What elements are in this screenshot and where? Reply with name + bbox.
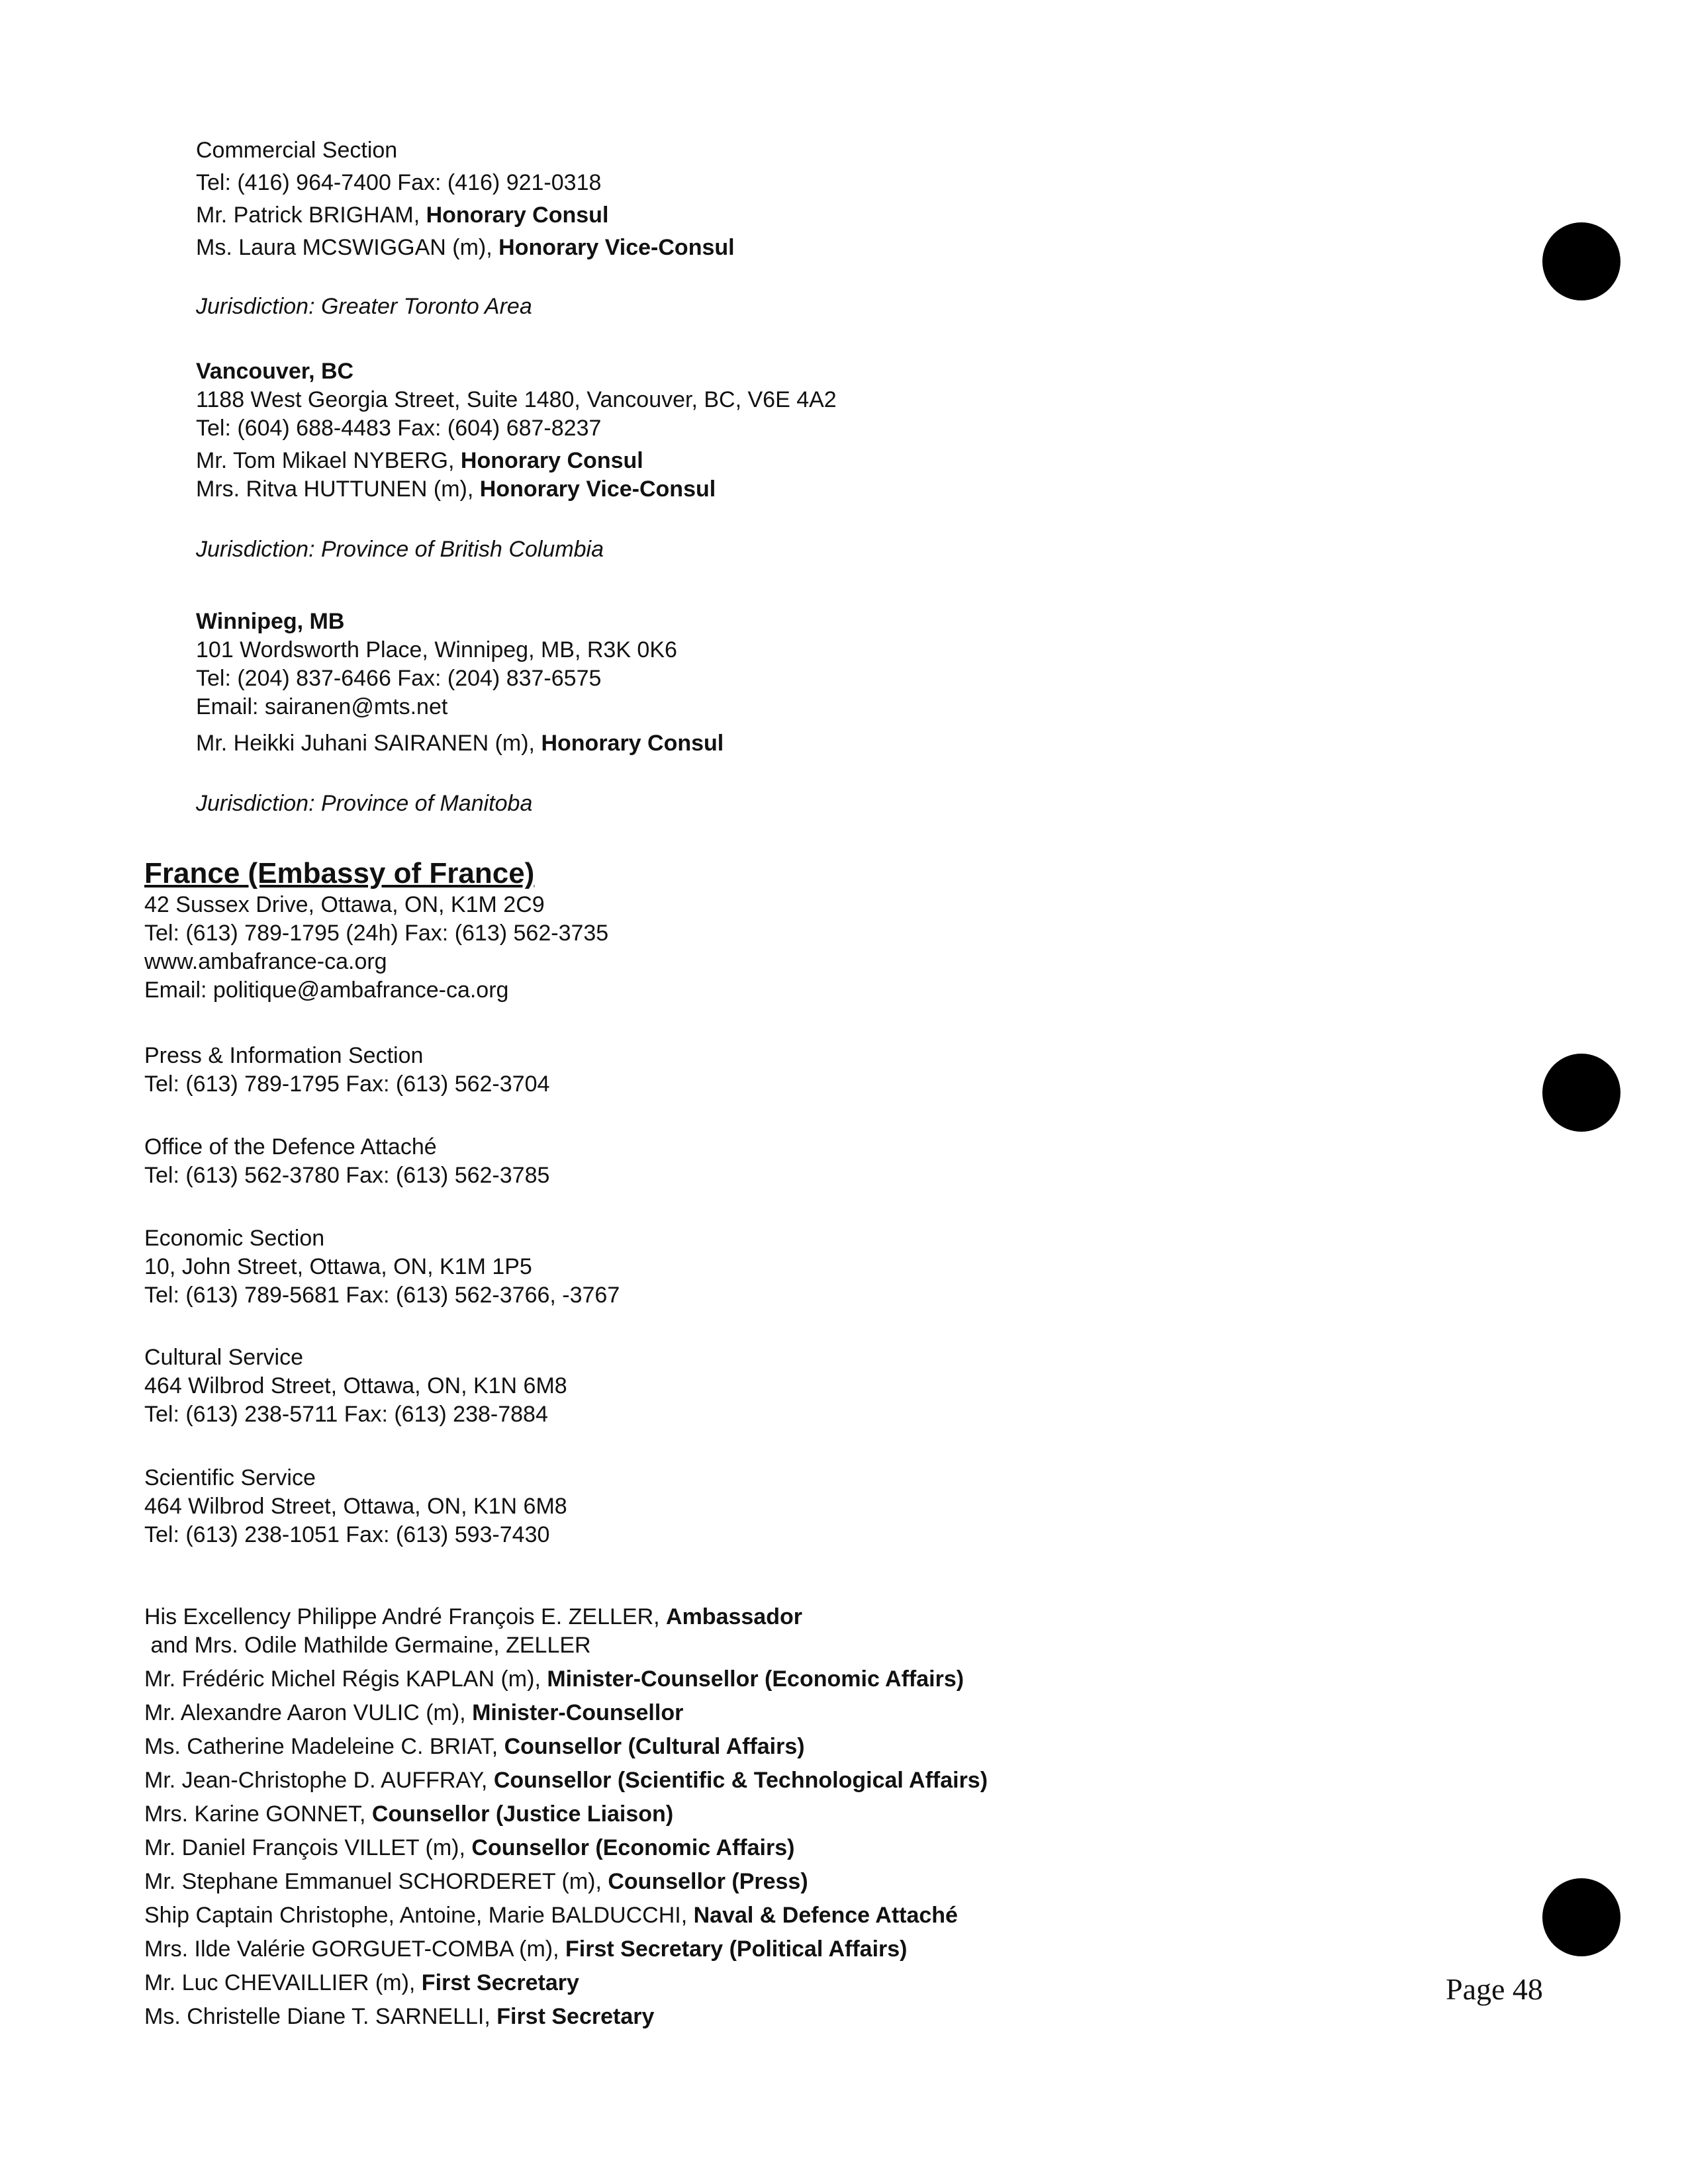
staff-row (144, 1766, 988, 1795)
address: 42 Sussex Drive, Ottawa, ON, K1M 2C9 (144, 892, 545, 917)
person-name: Mrs. Karine GONNET, (144, 1801, 372, 1827)
person-name: Mr. Frédéric Michel Régis KAPLAN (m), (144, 1666, 547, 1692)
person-title: Counsellor (Justice Liaison) (371, 1801, 674, 1827)
person-title: Minister-Counsellor (Economic Affairs) (547, 1666, 964, 1692)
staff-row (144, 1901, 988, 1930)
section-detail: Tel: (613) 789-1795 Fax: (613) 562-3704 (144, 1071, 550, 1097)
person-title: First Secretary (496, 2004, 655, 2029)
city-heading: Vancouver, BC (196, 359, 354, 384)
person-name: Mr. Daniel François VILLET (m), (144, 1835, 472, 1860)
email: Email: politique@ambafrance-ca.org (144, 978, 509, 1003)
binder-hole-bottom (1542, 1878, 1620, 1956)
binder-hole-middle (1542, 1054, 1620, 1132)
section-cultural (144, 1343, 567, 1429)
person-title: Honorary Vice-Consul (498, 235, 735, 260)
person-name: Mr. Tom Mikael NYBERG, (196, 448, 461, 473)
website: www.ambafrance-ca.org (144, 949, 387, 974)
staff-row (144, 1699, 988, 1727)
person-line (196, 234, 735, 262)
section-detail: 10, John Street, Ottawa, ON, K1M 1P5 (144, 1254, 532, 1279)
staff-row (144, 1935, 988, 1964)
person-name: Mr. Stephane Emmanuel SCHORDERET (m), (144, 1869, 608, 1894)
vancouver-block (196, 357, 837, 564)
person-title: Honorary Consul (541, 731, 724, 756)
winnipeg-block (196, 608, 724, 818)
country-heading: France (Embassy of France) (144, 857, 535, 889)
section-detail: Tel: (613) 238-1051 Fax: (613) 593-7430 (144, 1522, 550, 1547)
person-title: Minister-Counsellor (472, 1700, 684, 1725)
staff-row (144, 1665, 988, 1694)
address: 1188 West Georgia Street, Suite 1480, Vancouver, BC, V6E 4A2 (196, 387, 837, 412)
ambassador-line (144, 1603, 988, 1631)
binder-hole-top (1542, 222, 1620, 300)
section-detail: Tel: (613) 238-5711 Fax: (613) 238-7884 (144, 1402, 548, 1427)
tel-fax: Tel: (613) 789-1795 (24h) Fax: (613) 562-3735 (144, 921, 609, 946)
staff-row (144, 1800, 988, 1829)
person-name: Ms. Laura MCSWIGGAN (m), (196, 235, 499, 260)
person-title: Naval & Defence Attaché (693, 1903, 958, 1928)
person-name: Mr. Heikki Juhani SAIRANEN (m), (196, 731, 541, 756)
section-name: Scientific Service (144, 1465, 316, 1490)
tel-fax: Tel: (604) 688-4483 Fax: (604) 687-8237 (196, 416, 602, 441)
person-title: Counsellor (Cultural Affairs) (504, 1734, 805, 1759)
person-title: Honorary Consul (426, 203, 609, 228)
france-embassy-block (144, 856, 608, 1005)
staff-row (144, 1834, 988, 1862)
section-detail: Tel: (613) 789-5681 Fax: (613) 562-3766, -3767 (144, 1283, 620, 1308)
person-name: Ms. Christelle Diane T. SARNELLI, (144, 2004, 497, 2029)
toronto-commercial-block (196, 136, 735, 321)
staff-row (144, 1868, 988, 1896)
person-line (196, 475, 837, 504)
section-press (144, 1042, 549, 1099)
person-title: Counsellor (Scientific & Technological Affairs) (493, 1768, 988, 1793)
person-title: Counsellor (Press) (608, 1869, 808, 1894)
person-title: Ambassador (666, 1604, 802, 1629)
person-title: Honorary Vice-Consul (479, 477, 716, 502)
jurisdiction: Jurisdiction: Province of Manitoba (196, 791, 533, 816)
section-detail: 464 Wilbrod Street, Ottawa, ON, K1N 6M8 (144, 1494, 567, 1519)
section-detail: Tel: (613) 562-3780 Fax: (613) 562-3785 (144, 1163, 550, 1188)
person-title: Counsellor (Economic Affairs) (471, 1835, 795, 1860)
staff-row (144, 2003, 988, 2031)
section-name: Press & Information Section (144, 1043, 424, 1068)
person-line (196, 729, 724, 758)
france-personnel (144, 1603, 988, 2036)
person-name: Mr. Patrick BRIGHAM, (196, 203, 426, 228)
person-name: Mr. Luc CHEVAILLIER (m), (144, 1970, 422, 1995)
address: 101 Wordsworth Place, Winnipeg, MB, R3K 0K6 (196, 637, 677, 662)
jurisdiction: Jurisdiction: Province of British Columbia (196, 537, 604, 562)
person-title: First Secretary (421, 1970, 579, 1995)
person-name: Ship Captain Christophe, Antoine, Marie BALDUCCHI, (144, 1903, 694, 1928)
person-name: His Excellency Philippe André François E. ZELLER, (144, 1604, 667, 1629)
section-name: Economic Section (144, 1226, 325, 1251)
tel-fax: Tel: (416) 964-7400 Fax: (416) 921-0318 (196, 170, 602, 195)
section-detail: 464 Wilbrod Street, Ottawa, ON, K1N 6M8 (144, 1373, 567, 1398)
section-economic (144, 1224, 620, 1310)
section-defence-attache (144, 1133, 549, 1190)
email: Email: sairanen@mts.net (196, 694, 448, 719)
jurisdiction: Jurisdiction: Greater Toronto Area (196, 294, 532, 319)
tel-fax: Tel: (204) 837-6466 Fax: (204) 837-6575 (196, 666, 602, 691)
staff-row (144, 1733, 988, 1761)
city-heading: Winnipeg, MB (196, 609, 345, 634)
person-name: Mrs. Ritva HUTTUNEN (m), (196, 477, 480, 502)
person-name: Mr. Alexandre Aaron VULIC (m), (144, 1700, 473, 1725)
person-name: Mrs. Ilde Valérie GORGUET-COMBA (m), (144, 1936, 566, 1962)
person-title: Honorary Consul (460, 448, 643, 473)
section-name: Cultural Service (144, 1345, 303, 1370)
person-name: Ms. Catherine Madeleine C. BRIAT, (144, 1734, 504, 1759)
person-line (196, 447, 837, 475)
section-scientific (144, 1464, 567, 1549)
page-number: Page 48 (1446, 1972, 1543, 2006)
section-name: Office of the Defence Attaché (144, 1134, 437, 1160)
person-line (196, 201, 735, 230)
ambassador-spouse: and Mrs. Odile Mathilde Germaine, ZELLER (144, 1633, 591, 1658)
staff-row (144, 1969, 988, 1997)
section-name: Commercial Section (196, 138, 398, 163)
person-name: Mr. Jean-Christophe D. AUFFRAY, (144, 1768, 494, 1793)
person-title: First Secretary (Political Affairs) (565, 1936, 908, 1962)
